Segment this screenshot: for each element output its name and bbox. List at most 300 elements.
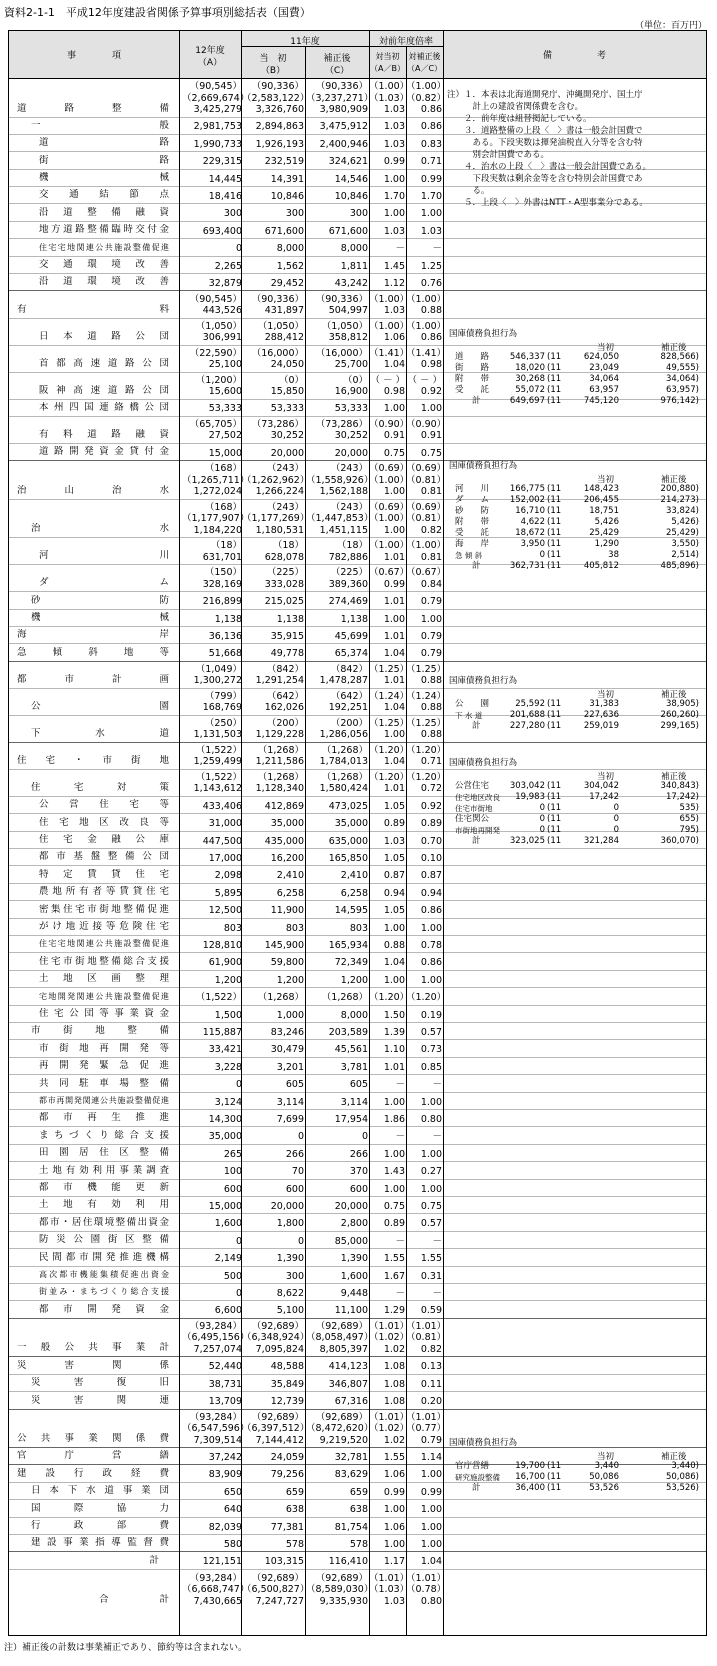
debt-cell: 259,019 xyxy=(583,721,619,731)
value-cell xyxy=(182,870,242,882)
value-line: 30,479 xyxy=(270,1044,304,1056)
value-cell xyxy=(182,1539,242,1551)
value-cell xyxy=(306,1396,368,1408)
value-line: 1.03 xyxy=(420,225,442,237)
header-ratio: 対前年度倍率 xyxy=(378,37,433,47)
value-line: 43,242 xyxy=(334,277,368,289)
value-line: 2,098 xyxy=(214,870,242,882)
value-cell xyxy=(182,648,242,660)
row-label: 治水 xyxy=(31,523,169,535)
note-line: ２．前年度は組替掲記している。 xyxy=(447,114,592,124)
value-cell xyxy=(369,1097,405,1109)
col-divider xyxy=(179,31,180,1636)
table-row xyxy=(9,954,706,971)
table-row xyxy=(9,592,706,609)
value-line: 1.00 xyxy=(420,208,442,220)
value-line: 8,622 xyxy=(276,1287,304,1299)
value-line: 3,425,279 xyxy=(193,104,242,115)
value-line: （1.01） xyxy=(369,1572,410,1584)
value-cell xyxy=(182,1572,250,1608)
value-cell xyxy=(182,1379,242,1391)
debt-cell: 受 託 xyxy=(455,385,490,395)
value-cell xyxy=(369,1539,405,1551)
value-line: 0.86 xyxy=(420,957,442,969)
value-line: 1.00 xyxy=(383,1183,405,1195)
value-cell xyxy=(182,691,242,714)
value-line: 0.84 xyxy=(420,578,442,590)
value-cell xyxy=(369,121,405,133)
value-cell xyxy=(306,540,368,563)
value-cell xyxy=(306,1097,368,1109)
value-line: 2,400,946 xyxy=(319,138,368,150)
value-line: 0.71 xyxy=(420,756,442,768)
value-line: 1.03 xyxy=(383,1595,405,1607)
value-cell xyxy=(369,614,405,626)
value-line: （1.00） xyxy=(369,293,410,305)
debt-cell: 2,514) xyxy=(671,550,699,560)
value-cell xyxy=(182,540,242,563)
debt-block-title: 国庫債務負担行為 xyxy=(449,1438,518,1448)
value-cell xyxy=(242,501,310,537)
value-line: 443,526 xyxy=(202,305,242,316)
value-line: 79,256 xyxy=(270,1469,304,1481)
value-cell xyxy=(242,348,304,371)
col-divider xyxy=(241,31,242,1636)
value-cell xyxy=(182,1396,242,1408)
debt-col-revised: 補正後 xyxy=(661,343,687,353)
debt-cell: 住宅市街地 xyxy=(455,804,493,813)
debt-cell: 3,550) xyxy=(671,539,699,549)
value-cell xyxy=(306,1487,368,1499)
value-cell xyxy=(306,1044,368,1056)
value-line: 45,561 xyxy=(334,1044,368,1056)
value-line: 0.94 xyxy=(420,887,442,899)
value-line: 229,315 xyxy=(202,156,242,168)
value-line: （1,268） xyxy=(321,771,368,783)
value-line: 1.03 xyxy=(383,835,405,847)
debt-cell: 3,440) xyxy=(671,1461,699,1471)
value-cell xyxy=(242,1396,304,1408)
value-cell xyxy=(182,278,242,290)
value-cell xyxy=(406,375,442,398)
value-cell xyxy=(406,501,447,537)
value-line: 1,811 xyxy=(340,260,368,272)
value-line: （1.20） xyxy=(406,992,447,1004)
value-line: 15,000 xyxy=(208,447,242,459)
value-cell xyxy=(306,1218,368,1230)
debt-cell: 河 川 xyxy=(455,484,490,494)
value-line: 1.00 xyxy=(420,974,442,986)
value-cell xyxy=(242,1010,304,1022)
value-line: 1,138 xyxy=(214,613,242,625)
debt-row xyxy=(449,539,701,550)
table-row xyxy=(9,257,706,274)
value-line: 300 xyxy=(349,208,368,220)
value-line: 0.81 xyxy=(420,551,442,563)
value-line: 0.57 xyxy=(420,1218,442,1230)
value-line: （1.20） xyxy=(406,744,447,756)
debt-cell: 0 xyxy=(613,803,619,813)
debt-cell: 官庁営繕 xyxy=(455,1461,490,1471)
value-line: 1.04 xyxy=(383,359,405,370)
value-line: 266 xyxy=(349,1148,368,1160)
debt-cell: 31,383 xyxy=(589,699,619,709)
value-cell xyxy=(406,1218,442,1230)
value-line: （1.01） xyxy=(406,1320,447,1332)
value-cell xyxy=(369,1361,405,1373)
value-line: （642） xyxy=(330,690,368,702)
value-cell xyxy=(369,1469,405,1481)
debt-cell: 323,025 xyxy=(509,836,545,846)
value-line: 1,500 xyxy=(214,1009,242,1021)
debt-block-header xyxy=(449,688,701,699)
value-line: 1,478,287 xyxy=(319,675,368,687)
value-line: 24,050 xyxy=(270,359,304,370)
value-line: 1,131,503 xyxy=(193,729,242,741)
value-line: 389,360 xyxy=(328,578,368,590)
value-line: 1,200 xyxy=(276,974,304,986)
value-line: 1,143,612 xyxy=(193,783,242,795)
debt-cell: 49,555) xyxy=(665,363,699,373)
value-line: 0.98 xyxy=(420,359,442,370)
value-line: 1.08 xyxy=(383,1396,405,1408)
debt-cell: 17,242) xyxy=(665,792,699,802)
value-line: （1.25） xyxy=(406,717,447,729)
debt-cell: (11 xyxy=(547,803,562,813)
value-cell xyxy=(242,121,304,133)
debt-cell: 25,429) xyxy=(665,528,699,538)
row-label: 都市再生推進 xyxy=(39,1112,169,1124)
debt-row xyxy=(449,699,701,710)
value-line: 2,265 xyxy=(214,260,242,272)
value-line: 306,991 xyxy=(202,332,242,343)
value-line: 6,258 xyxy=(340,887,368,899)
row-label: 土地有効利用 xyxy=(39,1199,169,1211)
row-label: 都市機能更新 xyxy=(39,1182,169,1194)
value-line: 1.00 xyxy=(420,1521,442,1533)
value-cell xyxy=(182,1522,242,1534)
value-cell xyxy=(406,1062,442,1074)
value-cell xyxy=(242,226,304,238)
debt-cell: 附 帯 xyxy=(455,374,490,384)
value-line: 16,900 xyxy=(334,386,368,397)
row-label: まちづくり総合支援 xyxy=(39,1129,169,1141)
value-line: 0.75 xyxy=(383,447,405,459)
value-line: 3,114 xyxy=(340,1096,368,1108)
value-cell xyxy=(369,1131,405,1143)
value-cell xyxy=(242,923,304,935)
value-line: 0.70 xyxy=(420,835,442,847)
row-label: 住宅市街地整備総合支援 xyxy=(39,955,169,967)
value-cell xyxy=(242,718,304,741)
value-cell xyxy=(406,940,442,952)
value-cell xyxy=(242,1149,304,1161)
value-cell xyxy=(306,614,368,626)
value-line: （1.25） xyxy=(369,663,410,675)
value-line: 14,546 xyxy=(334,173,368,185)
debt-col-initial: 当初 xyxy=(597,1452,615,1462)
value-cell xyxy=(369,540,410,563)
value-line: 1.45 xyxy=(383,260,405,272)
value-line: （1.00） xyxy=(406,540,447,552)
value-line: 1,926,193 xyxy=(255,138,304,150)
value-line: 30,252 xyxy=(270,430,304,442)
header-initial: 当 初 xyxy=(259,54,287,64)
value-cell xyxy=(242,818,304,830)
value-cell xyxy=(406,1131,442,1143)
value-cell xyxy=(406,1114,442,1126)
debt-cell: 3,950 xyxy=(520,539,545,549)
value-cell xyxy=(406,744,447,768)
value-line: （16,000） xyxy=(251,347,304,359)
value-cell xyxy=(242,1361,304,1373)
value-cell xyxy=(369,648,405,660)
value-cell xyxy=(182,853,242,865)
value-line: （243） xyxy=(330,501,368,513)
value-line: 605 xyxy=(285,1079,304,1091)
debt-cell: (11 xyxy=(547,385,562,395)
value-cell xyxy=(182,1097,242,1109)
debt-cell: 206,455 xyxy=(583,495,619,505)
value-line: － xyxy=(395,1131,405,1143)
value-cell xyxy=(406,648,442,660)
value-cell xyxy=(182,718,242,741)
value-cell xyxy=(306,403,368,415)
value-cell xyxy=(242,1469,304,1481)
debt-row xyxy=(449,484,701,495)
value-line: 1,451,115 xyxy=(319,524,368,536)
debt-row xyxy=(449,363,701,374)
value-line: 0.89 xyxy=(383,1218,405,1230)
value-line: 1.00 xyxy=(383,208,405,220)
value-line: 600 xyxy=(349,1183,368,1195)
value-cell xyxy=(369,1320,410,1356)
value-line: 0.81 xyxy=(420,486,442,498)
table-row xyxy=(9,1267,706,1284)
value-cell xyxy=(406,243,442,255)
value-line: 0 xyxy=(235,243,242,255)
value-line: （1,049） xyxy=(195,663,242,675)
debt-cell: 227,636 xyxy=(583,710,619,720)
value-cell xyxy=(182,975,242,987)
value-line: 0 xyxy=(297,1131,304,1143)
value-line: 165,850 xyxy=(328,852,368,864)
value-cell xyxy=(369,347,410,371)
value-line: 1.55 xyxy=(383,1451,405,1463)
value-line: 0.98 xyxy=(383,386,405,397)
value-line: － xyxy=(395,1235,405,1247)
value-line: 473,025 xyxy=(328,800,368,812)
value-line: （1.20） xyxy=(369,992,410,1004)
value-cell xyxy=(369,375,405,398)
value-line: 1,300,272 xyxy=(193,675,242,687)
value-line: 447,500 xyxy=(202,835,242,847)
value-line: 203,589 xyxy=(328,1026,368,1038)
value-line: 1.00 xyxy=(383,1504,405,1516)
value-cell xyxy=(406,1253,442,1265)
value-cell xyxy=(369,261,405,273)
value-cell xyxy=(369,596,405,608)
value-line: 0.11 xyxy=(420,1378,442,1390)
value-line: 2,410 xyxy=(340,870,368,882)
value-cell xyxy=(369,1288,405,1300)
value-line: （200） xyxy=(266,717,304,729)
value-cell xyxy=(406,1079,442,1091)
value-line: （1,268） xyxy=(257,771,304,783)
value-line: （8,589,030） xyxy=(306,1584,374,1596)
value-line: 1.00 xyxy=(383,486,405,498)
debt-row xyxy=(449,385,701,396)
debt-block xyxy=(449,756,701,847)
value-cell xyxy=(242,1452,304,1464)
value-cell xyxy=(242,1288,304,1300)
value-cell xyxy=(406,905,442,917)
value-cell xyxy=(369,293,410,317)
value-line: 3,781 xyxy=(340,1061,368,1073)
header-initial-sub: （B） xyxy=(260,66,286,76)
value-line: 0.99 xyxy=(420,173,442,185)
debt-cell: 砂 防 xyxy=(455,506,490,516)
value-line: 27,502 xyxy=(208,430,242,442)
value-cell xyxy=(369,81,410,116)
col-divider xyxy=(305,46,306,1636)
value-cell xyxy=(369,1452,405,1464)
value-cell xyxy=(369,567,410,590)
debt-cell: 研究施設整備 xyxy=(455,1473,500,1482)
value-line: 1.06 xyxy=(383,1521,405,1533)
value-line: 1.02 xyxy=(383,1434,405,1446)
row-label: 沿道環境改善 xyxy=(39,276,169,288)
value-cell xyxy=(242,567,304,590)
value-line: 14,445 xyxy=(208,173,242,185)
debt-cell: 受 託 xyxy=(455,528,490,538)
value-line: 0.87 xyxy=(420,870,442,882)
value-line: 67,316 xyxy=(334,1396,368,1408)
value-cell xyxy=(406,1027,442,1039)
debt-cell: (11 xyxy=(547,352,562,362)
value-cell xyxy=(369,992,410,1004)
value-cell xyxy=(182,1149,242,1161)
value-line: 1,562,188 xyxy=(319,486,368,498)
value-line: （1.20） xyxy=(369,744,410,756)
debt-cell: 5,426) xyxy=(671,517,699,527)
value-cell xyxy=(369,1218,405,1230)
value-line: 10,846 xyxy=(334,190,368,202)
value-cell xyxy=(369,463,410,498)
table-row xyxy=(9,239,706,256)
header-fy11: 11年度 xyxy=(290,37,320,47)
value-cell xyxy=(369,1166,405,1178)
note-line: 計上の建設省関係費を含む。 xyxy=(447,102,584,112)
value-line: 2,981,753 xyxy=(193,121,242,133)
value-cell xyxy=(242,975,304,987)
value-cell xyxy=(406,1149,442,1161)
value-line: 578 xyxy=(285,1538,304,1550)
value-line: （250） xyxy=(204,717,242,729)
debt-col-initial: 当初 xyxy=(597,475,615,485)
value-cell xyxy=(306,1411,374,1447)
row-label: 行政部費 xyxy=(31,1520,169,1532)
debt-cell: 38 xyxy=(608,550,619,560)
value-cell xyxy=(369,801,405,813)
row-label: 公園 xyxy=(31,700,169,712)
value-line: 1,259,499 xyxy=(193,756,242,768)
value-line: （168） xyxy=(204,463,242,475)
value-line: 1,200 xyxy=(214,974,242,986)
value-cell xyxy=(242,156,304,168)
value-line: 1.00 xyxy=(420,1538,442,1550)
value-cell xyxy=(242,1218,304,1230)
debt-col-revised: 補正後 xyxy=(661,772,687,782)
value-line: 0.99 xyxy=(383,1486,405,1498)
value-cell xyxy=(182,1271,242,1283)
row-label: 日本道路公団 xyxy=(39,330,169,342)
value-line: 215,025 xyxy=(264,596,304,608)
value-cell xyxy=(306,745,368,768)
value-line: 11,100 xyxy=(334,1305,368,1317)
value-cell xyxy=(306,261,368,273)
table-row xyxy=(9,1232,706,1249)
value-line: 0.20 xyxy=(420,1396,442,1408)
value-cell xyxy=(242,1379,304,1391)
debt-block-header xyxy=(449,341,701,352)
value-line: 1,990,733 xyxy=(193,138,242,150)
value-line: 192,251 xyxy=(328,702,368,714)
page-title: 資料2-1-1 平成12年度建設省関係予算事項別総括表（国費） xyxy=(4,6,311,19)
value-cell xyxy=(369,1271,405,1283)
value-line: （243） xyxy=(266,501,304,513)
debt-cell: (11 xyxy=(547,781,562,791)
value-line: 25,100 xyxy=(208,359,242,370)
value-cell xyxy=(182,614,242,626)
value-line: 35,000 xyxy=(270,818,304,830)
value-line: （73,286） xyxy=(315,418,368,430)
value-line: 431,897 xyxy=(264,305,304,316)
row-label: 治山治水 xyxy=(17,484,169,496)
value-cell xyxy=(369,1114,405,1126)
row-label: 住宅宅地関連公共施設整備促進 xyxy=(39,939,169,949)
value-cell xyxy=(242,957,304,969)
value-line: － xyxy=(395,243,405,255)
value-line: 1.00 xyxy=(420,1148,442,1160)
value-line: 1.00 xyxy=(420,403,442,415)
value-cell xyxy=(242,664,304,687)
value-line: 8,000 xyxy=(276,243,304,255)
value-cell xyxy=(406,293,447,317)
value-line: 1.17 xyxy=(383,1556,405,1568)
value-cell xyxy=(406,191,442,203)
value-cell xyxy=(369,870,405,882)
value-line: 20,000 xyxy=(334,1200,368,1212)
debt-cell: 321,284 xyxy=(583,836,619,846)
value-line: 1.00 xyxy=(420,1183,442,1195)
value-line: 300 xyxy=(285,208,304,220)
value-line: （200） xyxy=(330,717,368,729)
debt-cell: 0 xyxy=(539,550,545,560)
value-line: （22,590） xyxy=(189,347,242,359)
value-line: 0.86 xyxy=(420,332,442,343)
value-line: （2,669,674） xyxy=(182,92,250,104)
value-line: 52,440 xyxy=(208,1361,242,1373)
value-cell xyxy=(182,1079,242,1091)
value-cell xyxy=(369,905,405,917)
value-line: 358,812 xyxy=(328,332,368,343)
value-line: （1,050） xyxy=(195,320,242,332)
debt-row xyxy=(449,374,701,385)
value-cell xyxy=(242,1114,304,1126)
value-cell xyxy=(406,1288,442,1300)
debt-cell: (11 xyxy=(547,792,562,802)
